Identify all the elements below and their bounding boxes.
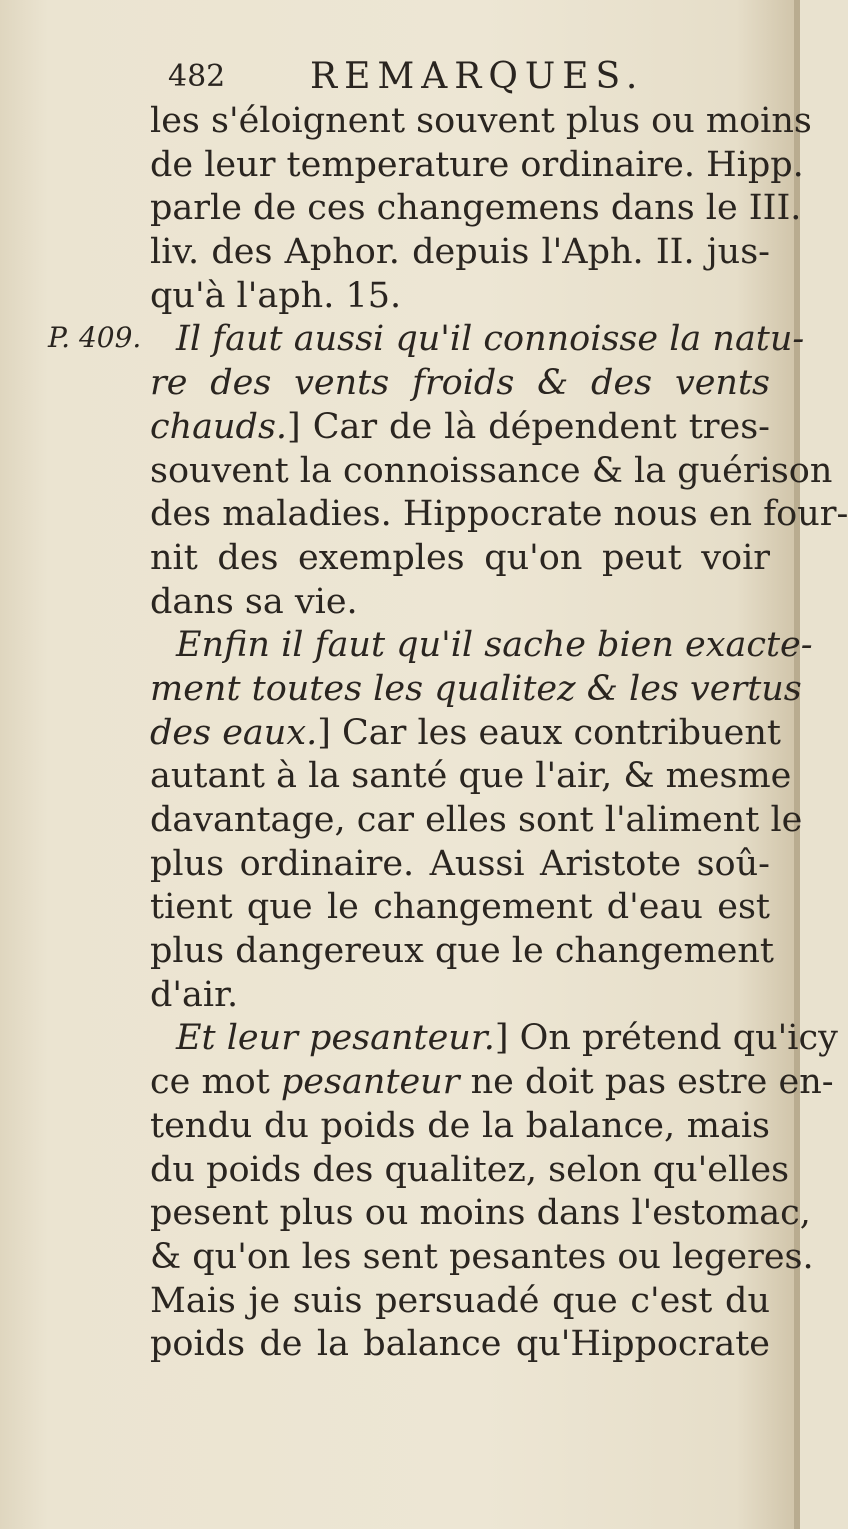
italic-segment: pesanteur [280,1062,460,1103]
italic-segment: chauds. [150,406,288,447]
italic-segment: Et leur pesanteur. [176,1018,495,1059]
italic-segment: Enfin il faut qu'il sache bien exacte- [176,625,813,666]
text-segment: de leur temperature ordinaire. Hipp. [150,144,804,185]
text-line [150,1192,811,1236]
text-segment: poids de la balance qu'Hippocrate [150,1324,770,1365]
text-line [150,886,770,930]
text-segment: du poids des qualitez, selon qu'elles [150,1149,790,1190]
text-line [150,537,770,581]
text-segment: autant à la santé que l'air, & mesme [150,756,792,797]
text-line [150,362,770,406]
page-header [168,54,768,100]
text-line [150,1105,770,1149]
italic-segment: Il faut aussi qu'il connoisse la natu- [176,319,805,360]
running-head: REMARQUES. [310,56,645,97]
margin-note: P. 409. [48,321,142,354]
text-line [150,843,770,887]
text-line [150,1017,838,1061]
text-line [150,712,781,756]
text-line [150,974,770,1018]
text-segment: les s'éloignent souvent plus ou moins [150,101,812,141]
text-line [150,930,775,974]
text-segment: ] Car les eaux contribuent [317,712,781,753]
text-line [150,755,792,799]
text-segment: nit des exemples qu'on peut voir [150,537,770,578]
text-segment: ] On prétend qu'icy [494,1018,838,1059]
text-line [150,1280,770,1324]
text-line [150,275,770,319]
text-line [150,624,813,668]
text-segment: pesent plus ou moins dans l'estomac, [150,1193,811,1234]
text-segment: ne doit pas estre en- [459,1062,834,1103]
text-segment: d'air. [150,974,239,1015]
text-segment: parle de ces changemens dans le III. [150,188,802,229]
text-segment: souvent la connoissance & la guérison [150,450,833,491]
text-segment: dans sa vie. [150,581,358,622]
text-line [150,581,770,625]
text-segment: des maladies. Hippocrate nous en four- [150,494,848,535]
text-line [150,318,805,362]
text-segment: liv. des Aphor. depuis l'Aph. II. jus- [150,232,770,273]
page-edge [794,0,800,1529]
text-line [150,1149,790,1193]
text-segment: ce mot [150,1062,281,1103]
text-segment: & qu'on les sent pesantes ou legeres. [150,1236,814,1277]
text-line [150,187,802,231]
text-segment: Mais je suis persuadé que c'est du [150,1280,770,1321]
italic-segment: des eaux. [150,712,318,753]
italic-segment: re des vents froids & des vents [150,363,770,404]
text-line [150,668,802,712]
text-line [150,231,770,275]
text-line [150,799,803,843]
text-line [150,450,833,494]
text-segment: tient que le changement d'eau est [150,887,770,928]
page-number: 482 [168,59,226,94]
body-text [150,100,848,1367]
text-line [150,493,848,537]
text-segment: tendu du poids de la balance, mais [150,1105,770,1146]
text-segment: qu'à l'aph. 15. [150,275,402,316]
text-line [150,1323,770,1367]
text-line [150,100,812,144]
text-segment: plus dangereux que le changement [150,931,775,972]
text-segment: ] Car de là dépendent tres- [287,406,770,447]
text-segment: plus ordinaire. Aussi Aristote soû- [150,843,770,884]
text-line [150,406,770,450]
text-line [150,1236,814,1280]
text-line [150,1061,834,1105]
text-segment: davantage, car elles sont l'aliment le [150,800,803,840]
text-line [150,144,804,188]
italic-segment: ment toutes les qualitez & les vertus [150,668,802,709]
